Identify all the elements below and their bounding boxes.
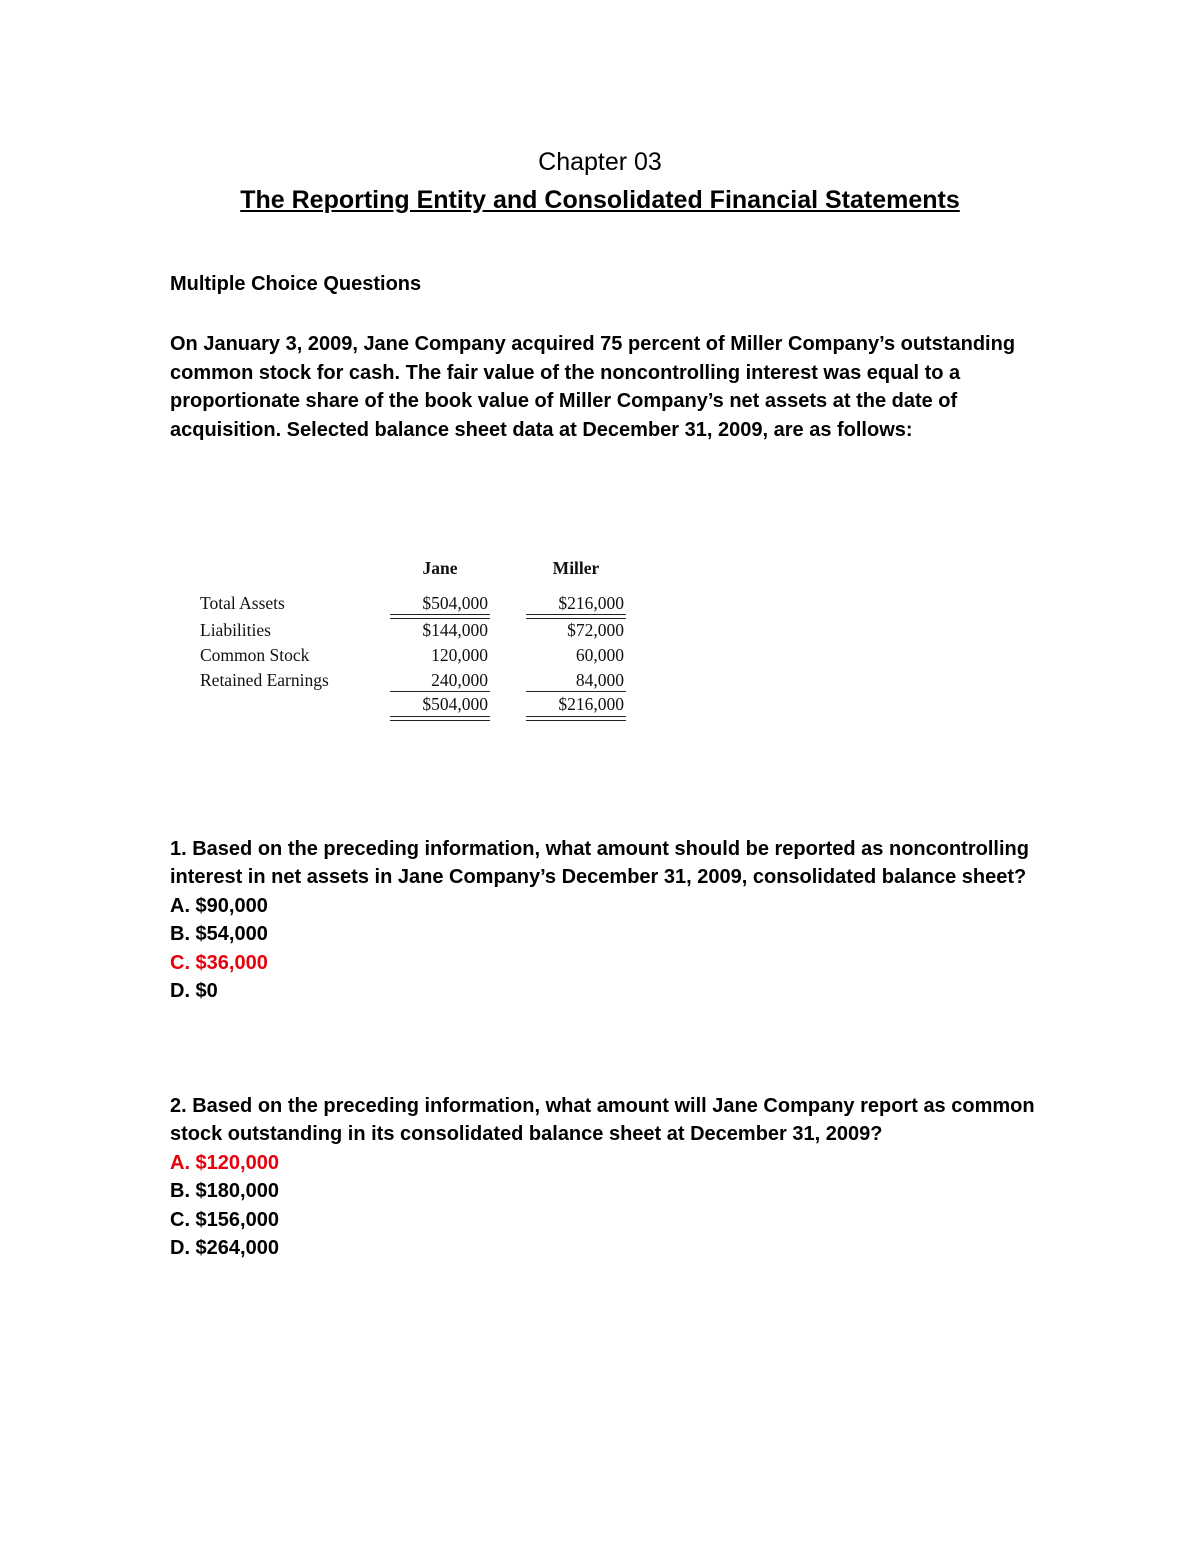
double-rule <box>390 618 490 619</box>
double-rule <box>526 618 626 619</box>
section-heading: Multiple Choice Questions <box>170 273 422 295</box>
question-text: interest in net assets in Jane Company’s December 31, 2009, consolidated balance sheet? <box>170 866 1027 889</box>
column-header-miller: Miller <box>552 558 600 578</box>
intro-line: proportionate share of the book value of Miller Company’s net assets at the date of <box>170 390 958 413</box>
question-1 <box>170 835 1070 1005</box>
chapter-heading: Chapter 03 <box>538 148 662 176</box>
answer-option: A. $90,000 <box>170 894 268 917</box>
double-rule <box>526 716 626 717</box>
intro-line: On January 3, 2009, Jane Company acquired 75 percent of Miller Company’s outstanding <box>170 333 1016 355</box>
question-text: 2. Based on the preceding information, what amount will Jane Company report as common <box>170 1095 1035 1117</box>
column-header-jane: Jane <box>422 558 458 578</box>
row-label-liabilities: Liabilities <box>200 620 271 640</box>
intro-paragraph <box>170 330 1050 445</box>
answer-option-correct: A. $120,000 <box>170 1151 279 1174</box>
cell-miller-total-assets: $216,000 <box>558 593 624 613</box>
answer-option: D. $264,000 <box>170 1237 279 1260</box>
question-text: stock outstanding in its consolidated balance sheet at December 31, 2009? <box>170 1123 883 1146</box>
cell-jane-common-stock: 120,000 <box>431 645 488 665</box>
row-label-common-stock: Common Stock <box>200 645 310 665</box>
double-rule <box>390 716 490 717</box>
question-text: 1. Based on the preceding information, what amount should be reported as noncontrolling <box>170 838 1029 860</box>
cell-miller-liabilities: $72,000 <box>567 620 624 640</box>
row-label-retained-earnings: Retained Earnings <box>200 670 329 690</box>
intro-line: acquisition. Selected balance sheet data at December 31, 2009, are as follows: <box>170 419 913 442</box>
double-rule <box>526 720 626 721</box>
cell-jane-total-assets: $504,000 <box>422 593 488 613</box>
answer-option: C. $156,000 <box>170 1208 279 1231</box>
answer-option: D. $0 <box>170 980 218 1003</box>
cell-miller-retained-earnings: 84,000 <box>575 670 624 690</box>
cell-miller-total: $216,000 <box>558 694 624 714</box>
double-rule <box>390 614 490 615</box>
cell-jane-retained-earnings: 240,000 <box>431 670 488 690</box>
answer-option: B. $180,000 <box>170 1180 279 1203</box>
subtotal-rule <box>526 691 626 692</box>
cell-jane-total: $504,000 <box>422 694 488 714</box>
cell-miller-common-stock: 60,000 <box>575 645 624 665</box>
answer-option-correct: C. $36,000 <box>170 951 268 974</box>
cell-jane-liabilities: $144,000 <box>422 620 488 640</box>
page-title: The Reporting Entity and Consolidated Financial Statements <box>240 186 960 214</box>
double-rule <box>390 720 490 721</box>
answer-option: B. $54,000 <box>170 923 268 946</box>
subtotal-rule <box>390 691 490 692</box>
intro-line: common stock for cash. The fair value of the noncontrolling interest was equal to a <box>170 361 961 384</box>
question-2 <box>170 1092 1070 1262</box>
row-label-total-assets: Total Assets <box>200 593 285 613</box>
double-rule <box>526 614 626 615</box>
